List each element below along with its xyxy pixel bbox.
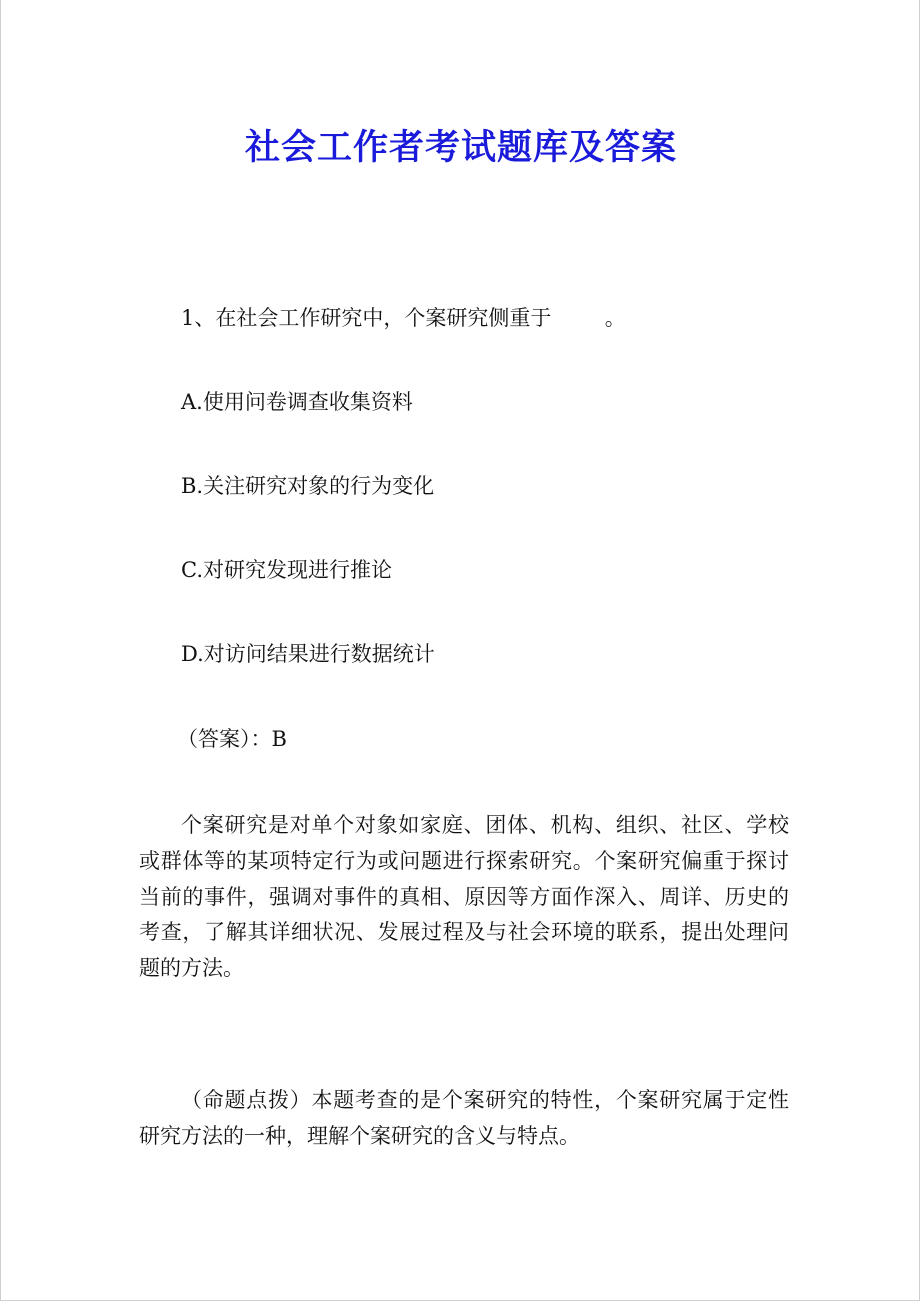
answer-line: （答案）：B [177, 727, 287, 751]
option-a: A.使用问卷调查收集资料 [181, 390, 413, 414]
analysis-paragraph: （命题点拨）本题考查的是个案研究的特性，个案研究属于定性研究方法的一种，理解个案研究的含义与特点。 [139, 1088, 789, 1148]
option-b: B.关注研究对象的行为变化 [181, 474, 435, 498]
document-title: 社会工作者考试题库及答案 [244, 128, 677, 168]
option-d: D.对访问结果进行数据统计 [181, 642, 435, 666]
question-stem: 1、在社会工作研究中，个案研究侧重于 。 [181, 306, 626, 330]
explanation-paragraph: 个案研究是对单个对象如家庭、团体、机构、组织、社区、学校或群体等的某项特定行为或问题进行探索研究。个案研究偏重于探讨当前的事件，强调对事件的真相、原因等方面作深入、周详、历史的考查，了解其详细状况、发展过程及与社会环境的联系，提出处理问题的方法。 [139, 813, 789, 981]
option-c: C.对研究发现进行推论 [181, 558, 392, 582]
